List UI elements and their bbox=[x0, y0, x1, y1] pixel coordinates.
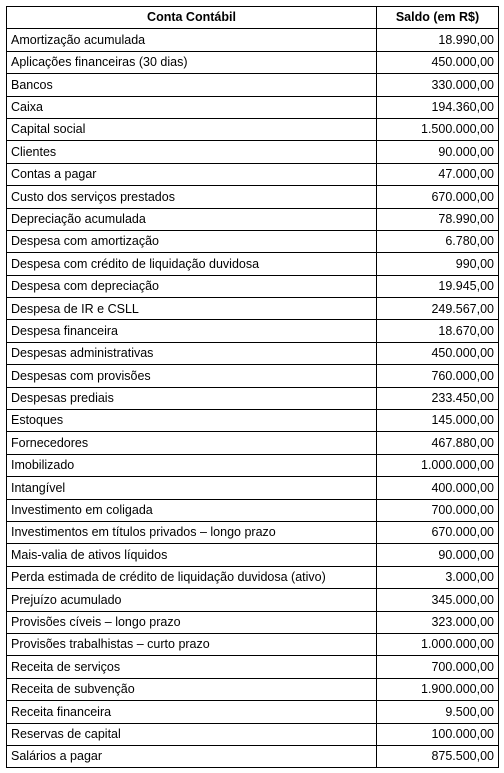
account-name-cell: Despesa com amortização bbox=[7, 230, 377, 252]
account-name-cell: Receita financeira bbox=[7, 701, 377, 723]
table-header bbox=[7, 7, 499, 29]
account-name-cell: Contas a pagar bbox=[7, 163, 377, 185]
accounts-table bbox=[6, 6, 499, 768]
table-row bbox=[7, 477, 499, 499]
table-row bbox=[7, 342, 499, 364]
account-name-cell: Despesas prediais bbox=[7, 387, 377, 409]
table-row bbox=[7, 432, 499, 454]
balance-cell: 194.360,00 bbox=[377, 96, 499, 118]
balance-cell: 760.000,00 bbox=[377, 365, 499, 387]
table-row bbox=[7, 410, 499, 432]
table-row bbox=[7, 387, 499, 409]
account-name-cell: Amortização acumulada bbox=[7, 29, 377, 51]
account-name-cell: Despesa de IR e CSLL bbox=[7, 298, 377, 320]
balance-cell: 450.000,00 bbox=[377, 51, 499, 73]
balance-cell: 233.450,00 bbox=[377, 387, 499, 409]
account-name-cell: Imobilizado bbox=[7, 454, 377, 476]
account-name-cell: Intangível bbox=[7, 477, 377, 499]
account-name-cell: Reservas de capital bbox=[7, 723, 377, 745]
account-name-cell: Aplicações financeiras (30 dias) bbox=[7, 51, 377, 73]
table-row bbox=[7, 365, 499, 387]
account-name-cell: Fornecedores bbox=[7, 432, 377, 454]
account-name-cell: Estoques bbox=[7, 410, 377, 432]
balance-cell: 90.000,00 bbox=[377, 544, 499, 566]
account-name-cell: Provisões cíveis – longo prazo bbox=[7, 611, 377, 633]
table-row bbox=[7, 118, 499, 140]
account-name-cell: Despesas administrativas bbox=[7, 342, 377, 364]
account-name-cell: Prejuízo acumulado bbox=[7, 589, 377, 611]
table-row bbox=[7, 51, 499, 73]
table-row bbox=[7, 521, 499, 543]
balance-cell: 330.000,00 bbox=[377, 74, 499, 96]
balance-cell: 700.000,00 bbox=[377, 499, 499, 521]
balance-cell: 400.000,00 bbox=[377, 477, 499, 499]
account-name-cell: Despesas com provisões bbox=[7, 365, 377, 387]
header-conta-contabil: Conta Contábil bbox=[7, 7, 377, 29]
table-row bbox=[7, 186, 499, 208]
balance-cell: 345.000,00 bbox=[377, 589, 499, 611]
balance-cell: 100.000,00 bbox=[377, 723, 499, 745]
balance-cell: 9.500,00 bbox=[377, 701, 499, 723]
account-name-cell: Receita de serviços bbox=[7, 656, 377, 678]
balance-cell: 1.500.000,00 bbox=[377, 118, 499, 140]
table-row bbox=[7, 745, 499, 767]
balance-cell: 90.000,00 bbox=[377, 141, 499, 163]
table-body bbox=[7, 29, 499, 768]
account-name-cell: Custo dos serviços prestados bbox=[7, 186, 377, 208]
account-name-cell: Bancos bbox=[7, 74, 377, 96]
table-row bbox=[7, 230, 499, 252]
balance-cell: 18.670,00 bbox=[377, 320, 499, 342]
balance-cell: 450.000,00 bbox=[377, 342, 499, 364]
table-row bbox=[7, 163, 499, 185]
table-row bbox=[7, 29, 499, 51]
balance-cell: 875.500,00 bbox=[377, 745, 499, 767]
account-name-cell: Provisões trabalhistas – curto prazo bbox=[7, 633, 377, 655]
balance-cell: 19.945,00 bbox=[377, 275, 499, 297]
table-row bbox=[7, 589, 499, 611]
account-name-cell: Depreciação acumulada bbox=[7, 208, 377, 230]
account-name-cell: Mais-valia de ativos líquidos bbox=[7, 544, 377, 566]
balance-cell: 3.000,00 bbox=[377, 566, 499, 588]
balance-cell: 700.000,00 bbox=[377, 656, 499, 678]
account-name-cell: Investimentos em títulos privados – longo prazo bbox=[7, 521, 377, 543]
balance-cell: 670.000,00 bbox=[377, 521, 499, 543]
header-row bbox=[7, 7, 499, 29]
account-name-cell: Despesa financeira bbox=[7, 320, 377, 342]
account-name-cell: Investimento em coligada bbox=[7, 499, 377, 521]
table-row bbox=[7, 320, 499, 342]
table-row bbox=[7, 566, 499, 588]
table-row bbox=[7, 723, 499, 745]
balance-cell: 1.900.000,00 bbox=[377, 678, 499, 700]
account-name-cell: Salários a pagar bbox=[7, 745, 377, 767]
table-row bbox=[7, 701, 499, 723]
table-row bbox=[7, 544, 499, 566]
header-saldo: Saldo (em R$) bbox=[377, 7, 499, 29]
account-name-cell: Perda estimada de crédito de liquidação duvidosa (ativo) bbox=[7, 566, 377, 588]
account-name-cell: Despesa com crédito de liquidação duvidosa bbox=[7, 253, 377, 275]
account-name-cell: Caixa bbox=[7, 96, 377, 118]
balance-cell: 78.990,00 bbox=[377, 208, 499, 230]
balance-cell: 6.780,00 bbox=[377, 230, 499, 252]
table-row bbox=[7, 656, 499, 678]
table-row bbox=[7, 96, 499, 118]
table-row bbox=[7, 253, 499, 275]
table-row bbox=[7, 208, 499, 230]
account-name-cell: Despesa com depreciação bbox=[7, 275, 377, 297]
table-row bbox=[7, 633, 499, 655]
table-row bbox=[7, 499, 499, 521]
table-row bbox=[7, 275, 499, 297]
balance-cell: 18.990,00 bbox=[377, 29, 499, 51]
balance-cell: 249.567,00 bbox=[377, 298, 499, 320]
table-row bbox=[7, 74, 499, 96]
balance-cell: 323.000,00 bbox=[377, 611, 499, 633]
table-row bbox=[7, 141, 499, 163]
table-row bbox=[7, 298, 499, 320]
table-row bbox=[7, 454, 499, 476]
table-row bbox=[7, 678, 499, 700]
balance-cell: 467.880,00 bbox=[377, 432, 499, 454]
balance-cell: 990,00 bbox=[377, 253, 499, 275]
balance-cell: 670.000,00 bbox=[377, 186, 499, 208]
balance-cell: 1.000.000,00 bbox=[377, 633, 499, 655]
account-name-cell: Capital social bbox=[7, 118, 377, 140]
account-name-cell: Receita de subvenção bbox=[7, 678, 377, 700]
balance-cell: 47.000,00 bbox=[377, 163, 499, 185]
account-name-cell: Clientes bbox=[7, 141, 377, 163]
table-row bbox=[7, 611, 499, 633]
balance-cell: 145.000,00 bbox=[377, 410, 499, 432]
balance-cell: 1.000.000,00 bbox=[377, 454, 499, 476]
